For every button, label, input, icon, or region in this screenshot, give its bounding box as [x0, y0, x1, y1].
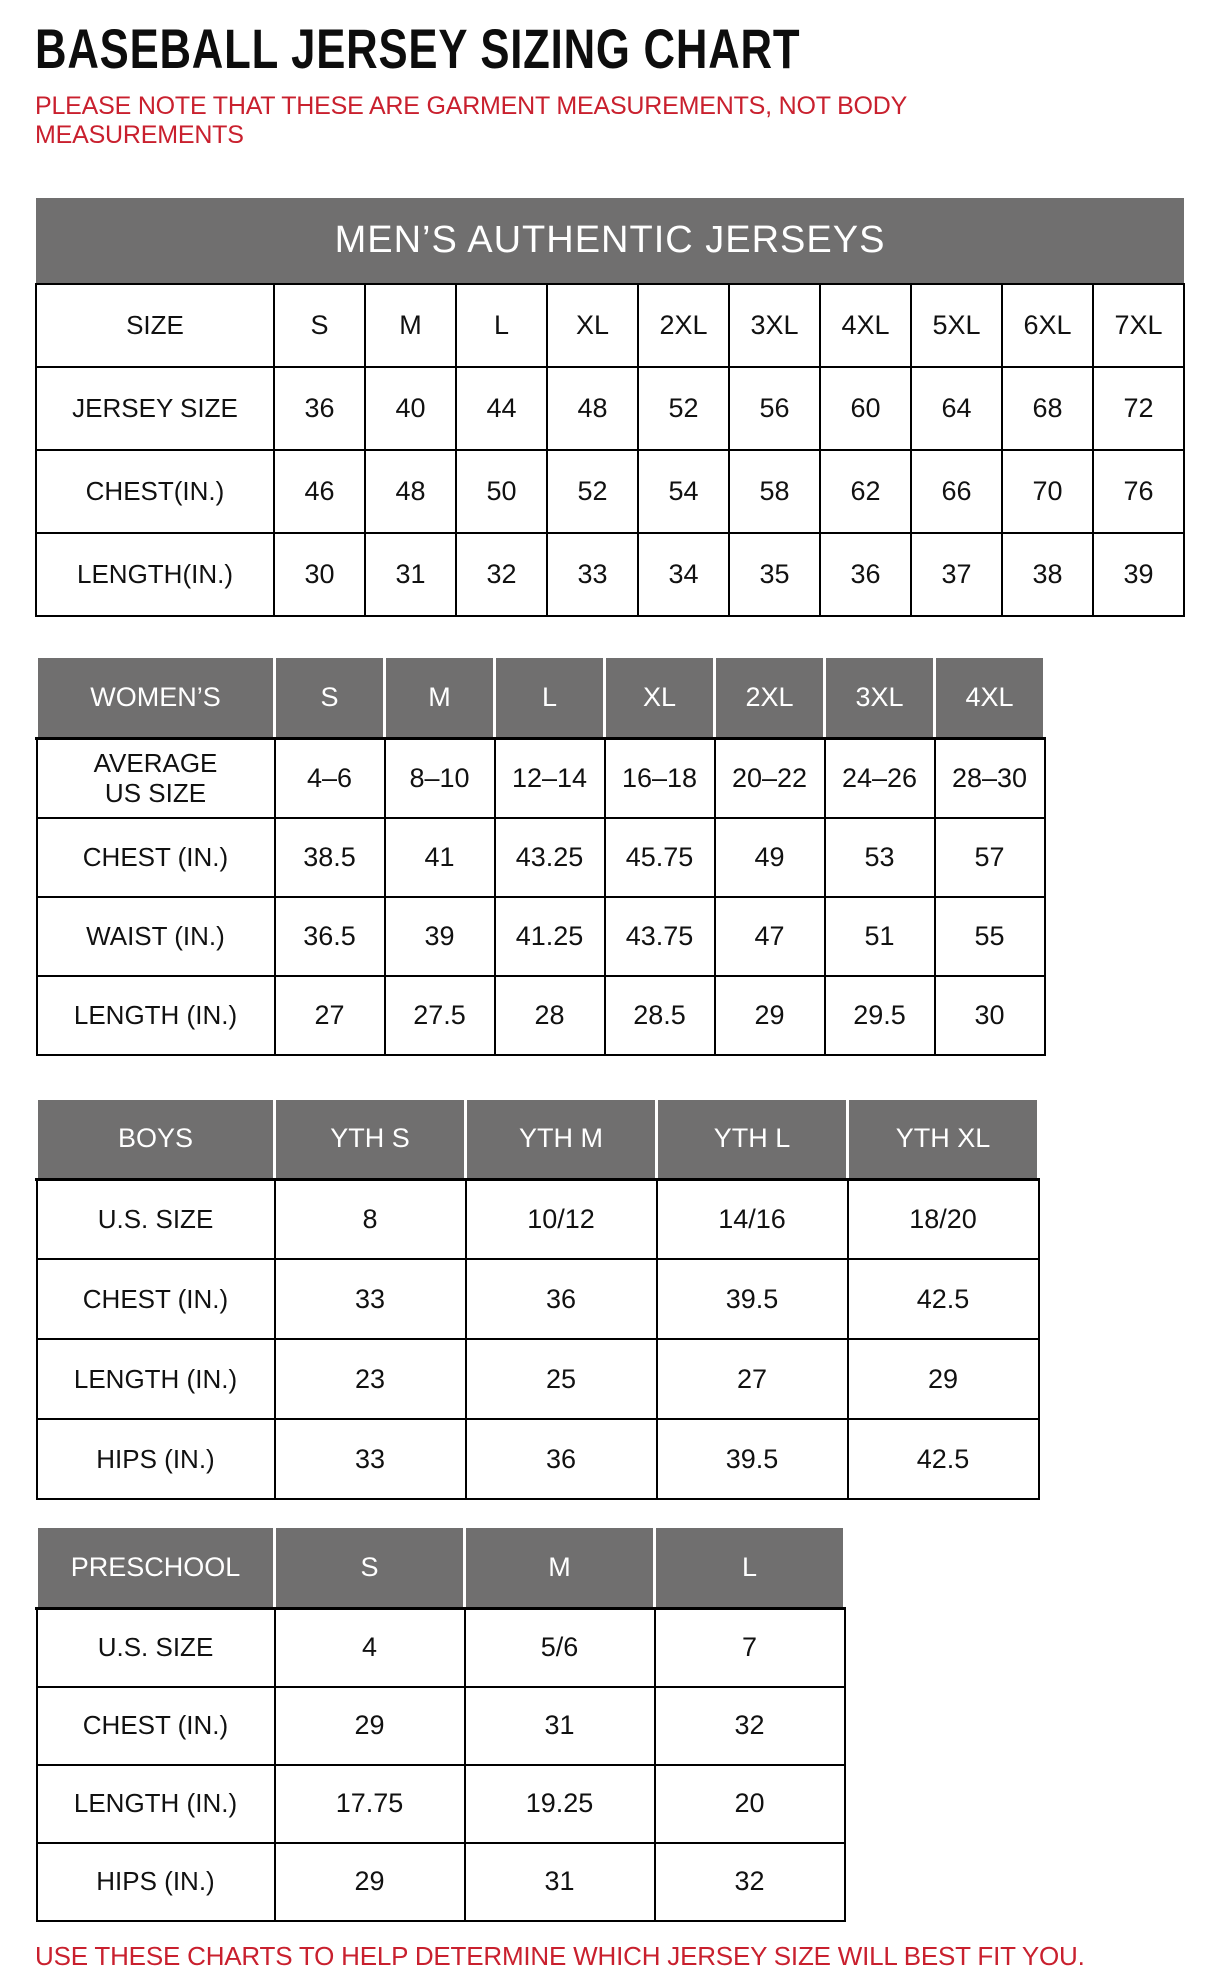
table-cell: 36	[466, 1259, 657, 1339]
table-row	[37, 897, 1045, 976]
table-cell: 18/20	[848, 1179, 1039, 1259]
table-cell: 3XL	[729, 284, 820, 367]
table-cell: 58	[729, 450, 820, 533]
table-cell: 6XL	[1002, 284, 1093, 367]
table-cell: 27	[657, 1339, 848, 1419]
row-label: CHEST (IN.)	[37, 1259, 275, 1339]
table-cell: 4XL	[820, 284, 911, 367]
table-cell: 54	[638, 450, 729, 533]
table-header-row	[37, 1098, 1039, 1179]
table-cell: 47	[715, 897, 825, 976]
table-row	[37, 1765, 845, 1843]
table-cell: 52	[547, 450, 638, 533]
table-cell: 2XL	[638, 284, 729, 367]
column-header: L	[655, 1527, 845, 1609]
table-header-row	[37, 657, 1045, 739]
table-cell: 33	[275, 1419, 466, 1499]
column-header: 2XL	[715, 657, 825, 739]
table-cell: 43.75	[605, 897, 715, 976]
table-cell: 27.5	[385, 976, 495, 1055]
column-header: WOMEN’S	[37, 657, 275, 739]
table-cell: 28	[495, 976, 605, 1055]
boys-sizing-table	[35, 1097, 1040, 1501]
table-cell: 51	[825, 897, 935, 976]
row-label: HIPS (IN.)	[37, 1843, 275, 1921]
table-cell: 24–26	[825, 739, 935, 818]
table-cell: 38	[1002, 533, 1093, 616]
table-cell: 8	[275, 1179, 466, 1259]
table-cell: 68	[1002, 367, 1093, 450]
table-cell: 23	[275, 1339, 466, 1419]
table-cell: 35	[729, 533, 820, 616]
table-cell: 76	[1093, 450, 1184, 533]
table-cell: 64	[911, 367, 1002, 450]
table-cell: 31	[465, 1687, 655, 1765]
table-cell: 50	[456, 450, 547, 533]
table-cell: 36.5	[275, 897, 385, 976]
row-label: U.S. SIZE	[37, 1609, 275, 1687]
table-cell: 14/16	[657, 1179, 848, 1259]
table-row	[37, 818, 1045, 897]
garment-measurements-note: PLEASE NOTE THAT THESE ARE GARMENT MEASUREMENTS, NOT BODY MEASUREMENTS	[35, 92, 907, 149]
table-cell: 29	[275, 1687, 465, 1765]
table-cell: 30	[274, 533, 365, 616]
table-cell: 19.25	[465, 1765, 655, 1843]
table-row	[37, 1259, 1039, 1339]
table-row	[37, 1419, 1039, 1499]
table-cell: 8–10	[385, 739, 495, 818]
column-header: YTH S	[275, 1098, 466, 1179]
column-header: YTH XL	[848, 1098, 1039, 1179]
row-label: SIZE	[36, 284, 274, 367]
row-label: CHEST (IN.)	[37, 1687, 275, 1765]
table-cell: 27	[275, 976, 385, 1055]
column-header: PRESCHOOL	[37, 1527, 275, 1609]
row-label: JERSEY SIZE	[36, 367, 274, 450]
row-label: HIPS (IN.)	[37, 1419, 275, 1499]
table-cell: 41	[385, 818, 495, 897]
column-header: YTH M	[466, 1098, 657, 1179]
column-header: XL	[605, 657, 715, 739]
table-cell: 16–18	[605, 739, 715, 818]
column-header: 3XL	[825, 657, 935, 739]
table-cell: 31	[465, 1843, 655, 1921]
table-cell: 7	[655, 1609, 845, 1687]
table-cell: 29.5	[825, 976, 935, 1055]
table-cell: 34	[638, 533, 729, 616]
table-cell: 5/6	[465, 1609, 655, 1687]
womens-sizing-table	[35, 655, 1046, 1056]
row-label: U.S. SIZE	[37, 1179, 275, 1259]
table-cell: 32	[655, 1843, 845, 1921]
table-cell: 53	[825, 818, 935, 897]
table-cell: 33	[275, 1259, 466, 1339]
table-cell: 29	[275, 1843, 465, 1921]
table-row	[37, 739, 1045, 818]
table-row	[36, 367, 1184, 450]
row-label: WAIST (IN.)	[37, 897, 275, 976]
table-cell: 41.25	[495, 897, 605, 976]
table-cell: 12–14	[495, 739, 605, 818]
fit-advice-footer: USE THESE CHARTS TO HELP DETERMINE WHICH JERSEY SIZE WILL BEST FIT YOU.	[35, 1940, 1085, 1971]
column-header: BOYS	[37, 1098, 275, 1179]
table-row	[36, 450, 1184, 533]
table-cell: 49	[715, 818, 825, 897]
column-header: 4XL	[935, 657, 1045, 739]
row-label: LENGTH (IN.)	[37, 976, 275, 1055]
table-cell: 62	[820, 450, 911, 533]
mens-banner-row	[36, 198, 1184, 284]
table-cell: 44	[456, 367, 547, 450]
row-label: LENGTH (IN.)	[37, 1765, 275, 1843]
table-cell: 28.5	[605, 976, 715, 1055]
row-label: LENGTH (IN.)	[37, 1339, 275, 1419]
table-header-row	[37, 1527, 845, 1609]
table-cell: 25	[466, 1339, 657, 1419]
table-cell: 4	[275, 1609, 465, 1687]
table-cell: 7XL	[1093, 284, 1184, 367]
row-label: CHEST (IN.)	[37, 818, 275, 897]
page-title: BASEBALL JERSEY SIZING CHART	[35, 17, 801, 80]
table-cell: S	[274, 284, 365, 367]
table-cell: 46	[274, 450, 365, 533]
row-label: AVERAGE US SIZE	[37, 739, 275, 818]
table-row	[37, 976, 1045, 1055]
column-header: M	[385, 657, 495, 739]
table-cell: 55	[935, 897, 1045, 976]
table-cell: 39	[1093, 533, 1184, 616]
row-label: CHEST(IN.)	[36, 450, 274, 533]
table-cell: 43.25	[495, 818, 605, 897]
table-cell: 60	[820, 367, 911, 450]
table-cell: 20–22	[715, 739, 825, 818]
table-cell: 33	[547, 533, 638, 616]
table-cell: 30	[935, 976, 1045, 1055]
table-cell: 36	[274, 367, 365, 450]
table-cell: 36	[820, 533, 911, 616]
table-cell: 31	[365, 533, 456, 616]
table-row	[37, 1339, 1039, 1419]
table-cell: 37	[911, 533, 1002, 616]
table-cell: L	[456, 284, 547, 367]
table-cell: 42.5	[848, 1259, 1039, 1339]
table-cell: 66	[911, 450, 1002, 533]
table-row	[36, 284, 1184, 367]
table-cell: 20	[655, 1765, 845, 1843]
table-cell: 4–6	[275, 739, 385, 818]
table-cell: 38.5	[275, 818, 385, 897]
column-header: S	[275, 657, 385, 739]
table-cell: 39.5	[657, 1419, 848, 1499]
column-header: L	[495, 657, 605, 739]
table-cell: 29	[715, 976, 825, 1055]
column-header: M	[465, 1527, 655, 1609]
table-row	[37, 1687, 845, 1765]
table-cell: 48	[365, 450, 456, 533]
table-cell: XL	[547, 284, 638, 367]
table-cell: 48	[547, 367, 638, 450]
table-cell: 39.5	[657, 1259, 848, 1339]
mens-sizing-table	[35, 198, 1185, 617]
table-row	[37, 1609, 845, 1687]
column-header: YTH L	[657, 1098, 848, 1179]
table-cell: 17.75	[275, 1765, 465, 1843]
mens-table-banner: MEN’S AUTHENTIC JERSEYS	[36, 198, 1184, 284]
table-cell: 42.5	[848, 1419, 1039, 1499]
table-cell: 29	[848, 1339, 1039, 1419]
table-cell: 5XL	[911, 284, 1002, 367]
row-label: LENGTH(IN.)	[36, 533, 274, 616]
table-cell: 45.75	[605, 818, 715, 897]
preschool-sizing-table	[35, 1525, 846, 1922]
table-cell: 10/12	[466, 1179, 657, 1259]
table-cell: 28–30	[935, 739, 1045, 818]
table-cell: 32	[456, 533, 547, 616]
table-row	[36, 533, 1184, 616]
table-row	[37, 1843, 845, 1921]
table-cell: 72	[1093, 367, 1184, 450]
table-cell: 57	[935, 818, 1045, 897]
table-cell: 39	[385, 897, 495, 976]
column-header: S	[275, 1527, 465, 1609]
table-cell: 70	[1002, 450, 1093, 533]
table-cell: 52	[638, 367, 729, 450]
table-cell: 32	[655, 1687, 845, 1765]
table-cell: 56	[729, 367, 820, 450]
table-cell: 36	[466, 1419, 657, 1499]
table-row	[37, 1179, 1039, 1259]
table-cell: 40	[365, 367, 456, 450]
table-cell: M	[365, 284, 456, 367]
